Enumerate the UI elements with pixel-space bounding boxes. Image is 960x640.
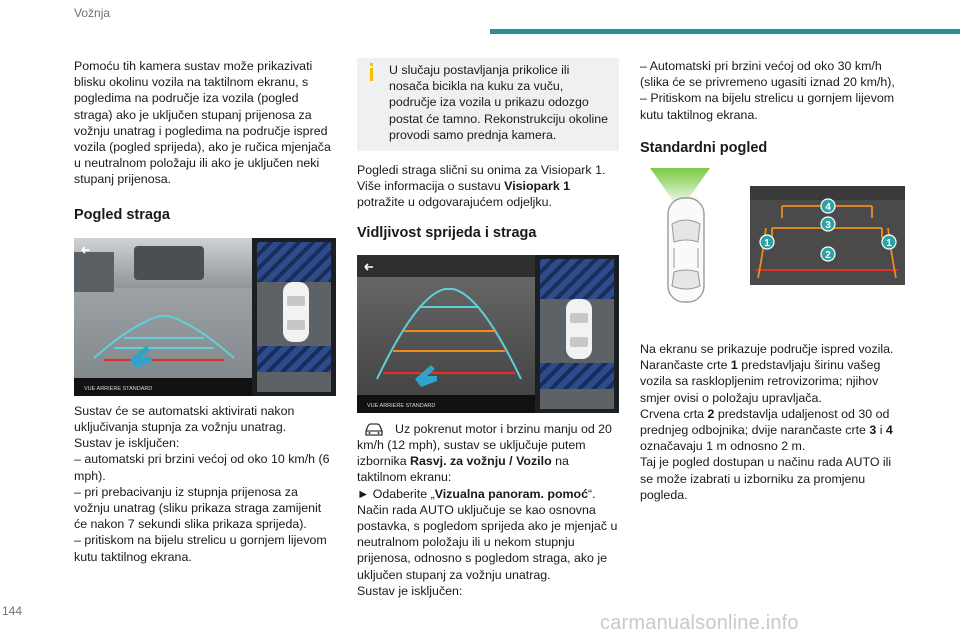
rear-view-camera-svg (74, 238, 336, 396)
select-text-c: “. (588, 486, 596, 501)
info-icon (370, 63, 373, 81)
p2-marker-1: 1 (730, 358, 738, 373)
visiopark-text-a: Pogledi straga slični su onima za Visiopark 1. Više informacija o sustavu (357, 163, 606, 194)
svg-text:2: 2 (825, 250, 831, 262)
marker-4 (821, 199, 835, 213)
auto-off-paragraph: – Automatski pri brzini većoj od oko 30 km/h (slika će se privremeno ugasiti iznad 20 km/h), (640, 59, 895, 90)
note-text: U slučaju postavljanja prikolice ili nosača bicikla na kuku za vuču, područje iza vozila u prikazu odozgo postat će tamno. Rekonstrukciju okoline provodi samo prednja kamera. (389, 63, 609, 142)
p3-marker-3: 3 (869, 423, 877, 438)
select-option-name: Vizualna panoram. pomoć (434, 486, 589, 501)
column-1 (74, 58, 336, 565)
p2-text-c: predstavljaju širinu vašeg vozila sa rasklopljenim retrovizorima; njihov smjer ovisi o položaju upravljača. (640, 358, 881, 405)
info-note (357, 58, 619, 151)
standard-view-illustration (640, 168, 906, 318)
p3-marker-4: 4 (885, 423, 893, 438)
column-3 (640, 58, 906, 503)
activation-menu-path: Rasvj. za vožnju / Vozilo (410, 454, 552, 469)
section-heading-front-rear-visibility: Vidljivost sprijeda i straga (357, 224, 537, 241)
visiopark-text-c: potražite u odgovarajućem odjeljku. (357, 195, 552, 210)
p3-text-e: i (876, 423, 886, 438)
car-top-view-icon (566, 299, 592, 359)
page-number: 144 (2, 604, 23, 618)
p3-marker-2: 2 (707, 406, 715, 421)
rear-view-camera-image (74, 238, 336, 396)
p3-text-a: Crvena crta (640, 406, 708, 421)
arrow-off-paragraph: – Pritiskom na bijelu strelicu u gornjem lijevom kutu taktilnog ekrana. (640, 91, 895, 122)
car-top-view-icon (668, 198, 704, 302)
activation-paragraph (357, 421, 619, 486)
rear-view-p3: – automatski pri brzini većoj od oko 10 km/h (6 mph). (74, 452, 330, 483)
rear-view-p4: – pri prebacivanju iz stupnja prijenosa za vožnju unatrag (sliku prikaza straga zamijenit će nakon 7 sekundi slika prikaza sprijeda). (74, 484, 322, 532)
standard-view-p2 (640, 357, 906, 406)
auto-mode-paragraph: Način rada AUTO uključuje se kao osnovna postavka, s pogledom sprijeda ako je mjenjač u neutralnom položaju ili u nekom stupnju prijenosa, odnosno s pogledom straga, ako je uključen stupanj za vožnju unatrag. (357, 502, 618, 582)
rear-view-p5: – pritiskom na bijelu strelicu u gornjem lijevom kutu taktilnog ekrana. (74, 533, 327, 564)
activation-text-a: Uz pokrenut motor i brzinu manju od 20 km/h (12 mph), sustav se uključuje putem izbornika (357, 421, 612, 469)
standard-view-svg (640, 168, 906, 318)
p3-text-c: predstavlja udaljenost od 30 od prednjeg odbojnika; dvije narančaste crte (640, 406, 890, 438)
column-2 (357, 58, 619, 599)
marker-1-left (760, 235, 774, 249)
car-top-view-icon (283, 282, 309, 342)
system-off-paragraph: Sustav je isključen: (357, 583, 463, 598)
view-label: VUE ARRIERE STANDARD (84, 385, 153, 392)
marker-2 (821, 247, 835, 261)
select-text-a: ► Odaberite „ (357, 486, 435, 501)
section-heading-rear-view: Pogled straga (74, 206, 170, 223)
standard-view-p1: Na ekranu se prikazuje područje ispred vozila. (640, 342, 894, 357)
section-heading-standard-view: Standardni pogled (640, 139, 768, 156)
activation-block (357, 421, 619, 486)
select-option-paragraph (357, 486, 619, 502)
car-icon (363, 422, 385, 438)
p3-text-g: označavaju 1 m odnosno 2 m. (640, 439, 806, 454)
front-rear-camera-svg (357, 255, 619, 413)
view-label: VUE ARRIERE STANDARD (367, 402, 436, 409)
p2-text-a: Narančaste crte (640, 358, 731, 373)
svg-text:1: 1 (886, 238, 892, 250)
intro-paragraph: Pomoću tih kamera sustav može prikazivati blisku okolinu vozila na taktilnom ekranu, s pogledima na područje iza vozila (pogled straga) ako je uključen stupanj prijenosa za vožnju unatrag i pogledima na područje ispred vozila (pogled sprijeda), ako je ručica mjenjača u neutralnom položaju ili ako je uključen neki stupanj prijenosa. (74, 59, 331, 187)
standard-view-p4: Taj je pogled dostupan u načinu rada AUTO ili se može izabrati u izborniku za promjenu pogleda. (640, 455, 892, 502)
activation-text-c: na taktilnom ekranu: (357, 454, 569, 485)
parked-car-shape (134, 246, 204, 280)
front-rear-camera-image (357, 255, 619, 413)
rear-view-p2: Sustav je isključen: (74, 436, 180, 451)
svg-text:3: 3 (825, 220, 831, 232)
rear-view-p1: Sustav će se automatski aktivirati nakon uključivanja stupnja za vožnju unatrag. (74, 403, 295, 435)
watermark: carmanualsonline.info (600, 612, 799, 634)
svg-text:4: 4 (825, 202, 831, 214)
page-header-title: Vožnja (74, 6, 111, 20)
marker-1-right (882, 235, 896, 249)
front-camera-zone (650, 168, 710, 202)
visiopark-text-b: Visiopark 1 (504, 179, 571, 194)
standard-view-p3 (640, 406, 906, 455)
header-accent-bar (490, 29, 960, 34)
svg-text:1: 1 (764, 238, 770, 250)
marker-3 (821, 217, 835, 231)
visiopark-paragraph (357, 162, 619, 211)
